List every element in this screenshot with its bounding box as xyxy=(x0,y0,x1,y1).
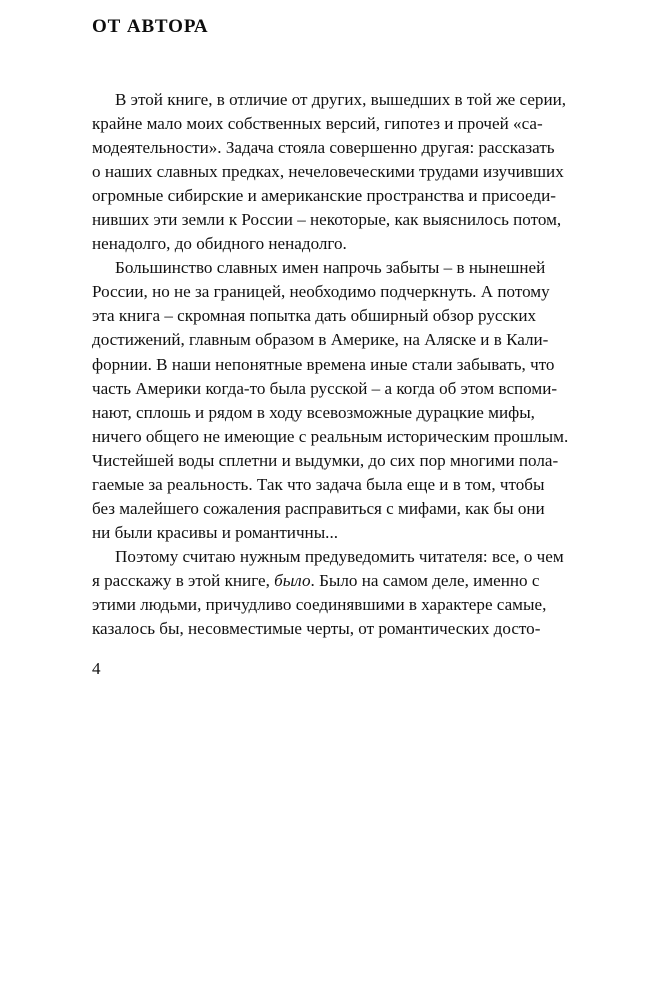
text-line: огромные сибирские и американские пространства и присоеди- xyxy=(92,186,556,206)
page-title: ОТ АВТОРА xyxy=(92,16,209,37)
text-line: нивших эти земли к России – некоторые, как выяснилось потом, xyxy=(92,210,562,230)
text-line: достижений, главным образом в Америке, на Аляске и в Кали- xyxy=(92,330,549,350)
text-line: нают, сплошь и рядом в ходу всевозможные дурацкие мифы, xyxy=(92,402,535,422)
emphasized-word: было xyxy=(274,570,311,590)
paragraph-1 xyxy=(92,88,579,256)
text-line: крайне мало моих собственных версий, гипотез и прочей «са- xyxy=(92,114,543,134)
text-line: этими людьми, причудливо соединявшими в характере самые, xyxy=(92,594,547,614)
text-line: казалось бы, несовместимые черты, от романтических досто- xyxy=(92,619,541,639)
text-line: Большинство славных имен напрочь забыты – в нынешней xyxy=(115,258,546,278)
text-line: ни были красивы и романтичны... xyxy=(92,522,338,542)
text-line: Поэтому считаю нужным предуведомить читателя: все, о чем xyxy=(115,546,564,566)
page-number: 4 xyxy=(92,659,101,678)
text-line: эта книга – скромная попытка дать обширный обзор русских xyxy=(92,306,537,326)
body-text-block xyxy=(92,88,579,641)
text-line: форнии. В наши непонятные времена иные стали забывать, что xyxy=(92,354,555,374)
paragraph-3 xyxy=(92,545,579,641)
text-line: России, но не за границей, необходимо подчеркнуть. А потому xyxy=(92,282,550,302)
text-line: гаемые за реальность. Так что задача была еще и в том, чтобы xyxy=(92,474,545,494)
text-line-with-emphasis xyxy=(92,569,579,593)
paragraph-2 xyxy=(92,256,579,545)
text-line: ненадолго, до обидного ненадолго. xyxy=(92,234,347,254)
text-line: часть Америки когда-то была русской – а когда об этом вспоми- xyxy=(92,378,558,398)
text-line: без малейшего сожаления расправиться с мифами, как бы они xyxy=(92,498,545,518)
emphasized-line-content: я расскажу в этой книге, было. Было на самом деле, именно с xyxy=(92,570,540,590)
text-line: Чистейшей воды сплетни и выдумки, до сих пор многими пола- xyxy=(92,450,559,470)
text-line: ничего общего не имеющие с реальным историческим прошлым. xyxy=(92,426,569,446)
text-line: о наших славных предках, нечеловеческими трудами изучивших xyxy=(92,162,564,182)
text-line: модеятельности». Задача стояла совершенно другая: рассказать xyxy=(92,138,555,158)
text-line: В этой книге, в отличие от других, вышедших в той же серии, xyxy=(115,90,567,109)
